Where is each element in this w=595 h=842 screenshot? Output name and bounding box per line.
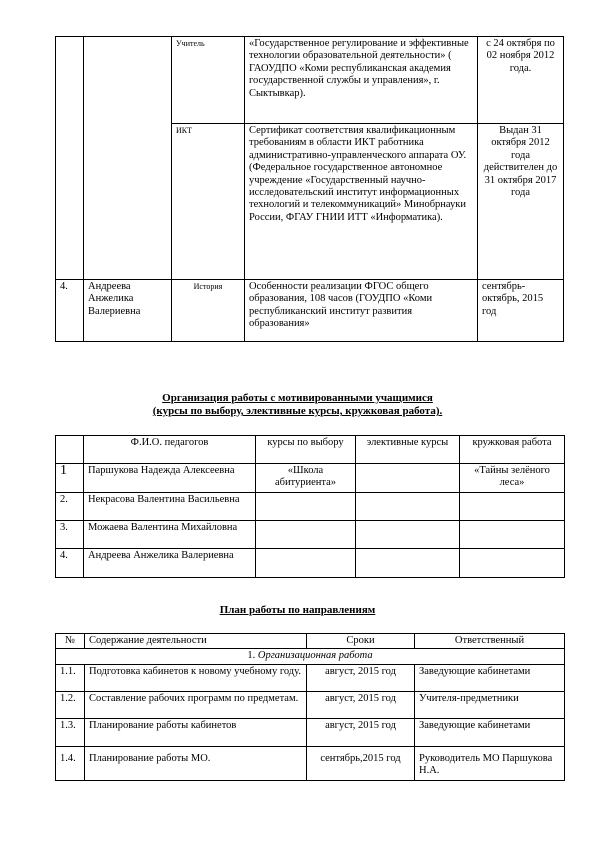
num-cell: [56, 37, 84, 280]
date-cell: Выдан 31 октября 2012 года действителен до 31 октября 2017 года: [478, 124, 564, 280]
name-cell: Некрасова Валентина Васильевна: [84, 493, 256, 521]
date-cell: с 24 октября по 02 ноября 2012 года.: [478, 37, 564, 124]
table-header-row: [56, 436, 565, 464]
column-header: Содержание деятельности: [85, 634, 307, 649]
term-cell: август, 2015 год: [307, 664, 415, 691]
circle-cell: «Тайны зелёного леса»: [460, 464, 565, 493]
heading-line-1: Организация работы с мотивированными учащимися: [162, 392, 433, 404]
elective-cell: [356, 521, 460, 549]
date-cell: сентябрь-октябрь, 2015 год: [478, 280, 564, 342]
name-cell: Можаева Валентина Михайловна: [84, 521, 256, 549]
subject-cell: История: [172, 280, 245, 342]
content-cell: Подготовка кабинетов к новому учебному году.: [85, 664, 307, 691]
section-number: 1.: [247, 650, 258, 662]
table-row: [56, 521, 565, 549]
column-header: Ответственный: [415, 634, 565, 649]
name-cell: Андреева Анжелика Валериевна: [84, 549, 256, 578]
elective-cell: [356, 493, 460, 521]
num-cell: 1.3.: [56, 718, 85, 746]
content-cell: Планирование работы кабинетов: [85, 718, 307, 746]
content-cell: Составление рабочих программ по предметам.: [85, 691, 307, 718]
course-cell: Особенности реализации ФГОС общего образования, 108 часов (ГОУДПО «Коми республиканский институт развития образования»: [245, 280, 478, 342]
circle-cell: [460, 521, 565, 549]
plan-heading: План работы по направлениям: [219, 604, 376, 616]
subject-cell: Учитель: [172, 37, 245, 124]
table-row: [56, 691, 565, 718]
responsible-cell: Заведующие кабинетами: [415, 664, 565, 691]
subject-cell: ИКТ: [172, 124, 245, 280]
table-row: [56, 718, 565, 746]
column-header: №: [56, 634, 85, 649]
num-cell: 4.: [56, 280, 84, 342]
choice-cell: [256, 549, 356, 578]
circle-cell: [460, 549, 565, 578]
choice-cell: [256, 521, 356, 549]
column-header: элективные курсы: [356, 436, 460, 464]
name-cell: Паршукова Надежда Алексеевна: [84, 464, 256, 493]
course-cell: «Государственное регулирование и эффективные технологии образовательной деятельности» ( ГАОУДПО «Коми республиканская академия государственной службы и управления», г. Сыктывкар).: [245, 37, 478, 124]
table-row: [56, 280, 564, 342]
column-header: Сроки: [307, 634, 415, 649]
work-plan-table: [55, 633, 565, 781]
table-row: [56, 664, 565, 691]
motivated-students-table: [55, 435, 565, 578]
table-row: [56, 493, 565, 521]
circle-cell: [460, 493, 565, 521]
column-header: кружковая работа: [460, 436, 565, 464]
term-cell: август, 2015 год: [307, 718, 415, 746]
num-cell: 2.: [56, 493, 84, 521]
responsible-cell: Учителя-предметники: [415, 691, 565, 718]
table-row: [56, 37, 564, 124]
responsible-cell: Заведующие кабинетами: [415, 718, 565, 746]
term-cell: сентябрь,2015 год: [307, 746, 415, 780]
name-cell: [84, 37, 172, 280]
table-row: [56, 464, 565, 493]
table-row: [56, 549, 565, 578]
section-title: Организационная работа: [257, 650, 373, 662]
column-header: Ф.И.О. педагогов: [84, 436, 256, 464]
table-row: [56, 746, 565, 780]
num-cell: 1: [56, 464, 84, 493]
choice-cell: «Школа абитуриента»: [256, 464, 356, 493]
num-cell: 1.2.: [56, 691, 85, 718]
num-cell: 1.4.: [56, 746, 85, 780]
responsible-cell: Руководитель МО Паршукова Н.А.: [415, 746, 565, 780]
heading-line-2: (курсы по выбору, элективные курсы, кружковая работа).: [152, 405, 443, 417]
courses-table: [55, 36, 564, 342]
num-cell: 4.: [56, 549, 84, 578]
choice-cell: [256, 493, 356, 521]
content-cell: Планирование работы МО.: [85, 746, 307, 780]
num-cell: 1.1.: [56, 664, 85, 691]
course-cell: Сертификат соответствия квалификационным требованиям в области ИКТ работника административно-управленческого аппарата ОУ. (Федеральное государственное автономное учреждение «Государственный научно-исследовательский институт информационных технологий и телекоммуникаций» Минобрнауки России, ФГАУ ГНИИ ИТТ «Информатика).: [245, 124, 478, 280]
term-cell: август, 2015 год: [307, 691, 415, 718]
table-header-row: [56, 634, 565, 649]
section-heading: [0, 392, 595, 418]
name-cell: Андреева Анжелика Валериевна: [84, 280, 172, 342]
elective-cell: [356, 549, 460, 578]
column-header: курсы по выбору: [256, 436, 356, 464]
section-row: [56, 649, 565, 664]
elective-cell: [356, 464, 460, 493]
num-cell: 3.: [56, 521, 84, 549]
